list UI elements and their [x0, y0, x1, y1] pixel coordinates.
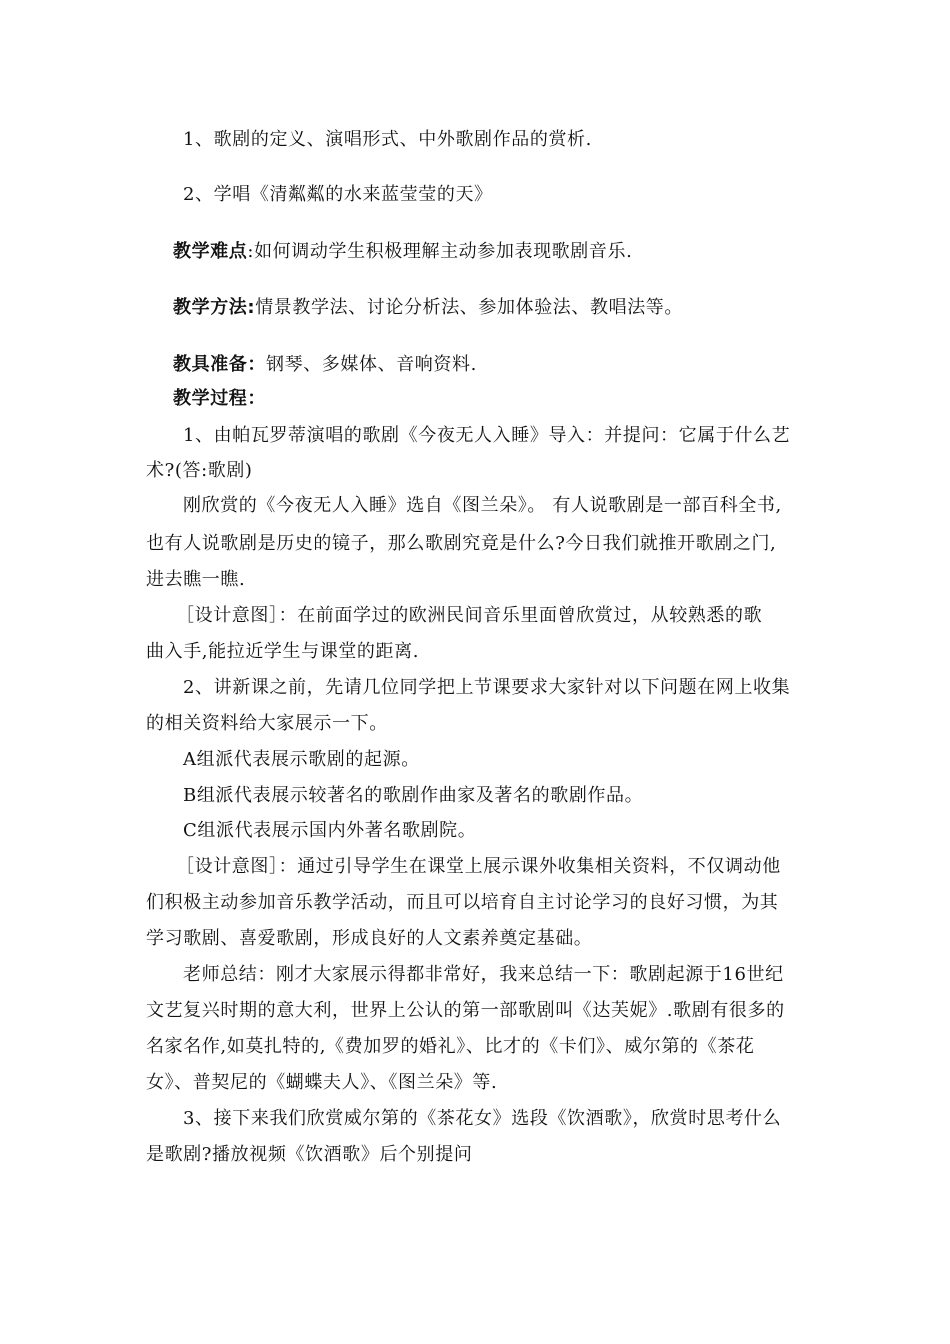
- body-line: A组派代表展示歌剧的起源。: [183, 749, 420, 770]
- difficulty-line: [173, 240, 632, 264]
- body-line: 学习歌剧、喜爱歌剧，形成良好的人文素养奠定基础。: [146, 928, 593, 949]
- body-line: 刚欣赏的《今夜无人入睡》选自《图兰朵》。 有人说歌剧是一部百科全书,: [183, 495, 782, 516]
- body-line: 3、接下来我们欣赏威尔第的《茶花女》选段《饮酒歌》，欣赏时思考什么: [183, 1108, 782, 1129]
- tools-text: 钢琴、多媒体、音响资料.: [266, 354, 477, 375]
- body-line: 术?(答:歌剧): [146, 460, 253, 481]
- body-line: ［设计意图］：在前面学过的欧洲民间音乐里面曾欣赏过，从较熟悉的歌: [176, 605, 763, 626]
- method-label: 教学方法:: [173, 297, 256, 318]
- method-line: [173, 296, 683, 320]
- method-text: 情景教学法、讨论分析法、参加体验法、教唱法等。: [255, 297, 684, 318]
- body-line: 进去瞧一瞧.: [146, 569, 246, 590]
- body-line: 2、讲新课之前，先请几位同学把上节课要求大家针对以下问题在网上收集: [183, 677, 791, 698]
- body-line: ［设计意图］：通过引导学生在课堂上展示课外收集相关资料，不仅调动他: [176, 856, 781, 877]
- difficulty-label: 教学难点: [173, 241, 248, 262]
- body-line: 女》、普契尼的《蝴蝶夫人》、《图兰朵》等.: [146, 1072, 498, 1093]
- body-line: 的相关资料给大家展示一下。: [146, 713, 388, 734]
- body-line: 曲入手,能拉近学生与课堂的距离.: [146, 641, 420, 662]
- tools-line: [173, 353, 477, 377]
- body-line: 老师总结：刚才大家展示得都非常好，我来总结一下：歌剧起源于16世纪: [183, 964, 784, 985]
- body-line: 1、由帕瓦罗蒂演唱的歌剧《今夜无人入睡》导入：并提问：它属于什么艺: [183, 425, 791, 446]
- body-line: B组派代表展示较著名的歌剧作曲家及著名的歌剧作品。: [183, 785, 644, 806]
- body-line: 名家名作,如莫扎特的,《费加罗的婚礼》、比才的《卡们》、威尔第的《茶花: [146, 1036, 755, 1057]
- difficulty-text: :如何调动学生积极理解主动参加表现歌剧音乐.: [247, 241, 633, 262]
- process-label: 教学过程：: [173, 388, 266, 409]
- body-line: 们积极主动参加音乐教学活动，而且可以培育自主讨论学习的良好习惯，为其: [146, 892, 779, 913]
- body-line: 是歌剧?播放视频《饮酒歌》后个别提问: [146, 1144, 473, 1165]
- key-point-2: 2、学唱《清粼粼的水来蓝莹莹的天》: [183, 184, 493, 205]
- body-line: 文艺复兴时期的意大利，世界上公认的第一部歌剧叫《达芙妮》.歌剧有很多的: [146, 1000, 785, 1021]
- body-line: 也有人说歌剧是历史的镜子，那么歌剧究竟是什么?今日我们就推开歌剧之门,: [146, 533, 777, 554]
- body-line: C组派代表展示国内外著名歌剧院。: [183, 820, 477, 841]
- key-point-1: 1、歌剧的定义、演唱形式、中外歌剧作品的赏析.: [183, 129, 592, 150]
- tools-label: 教具准备：: [173, 354, 266, 375]
